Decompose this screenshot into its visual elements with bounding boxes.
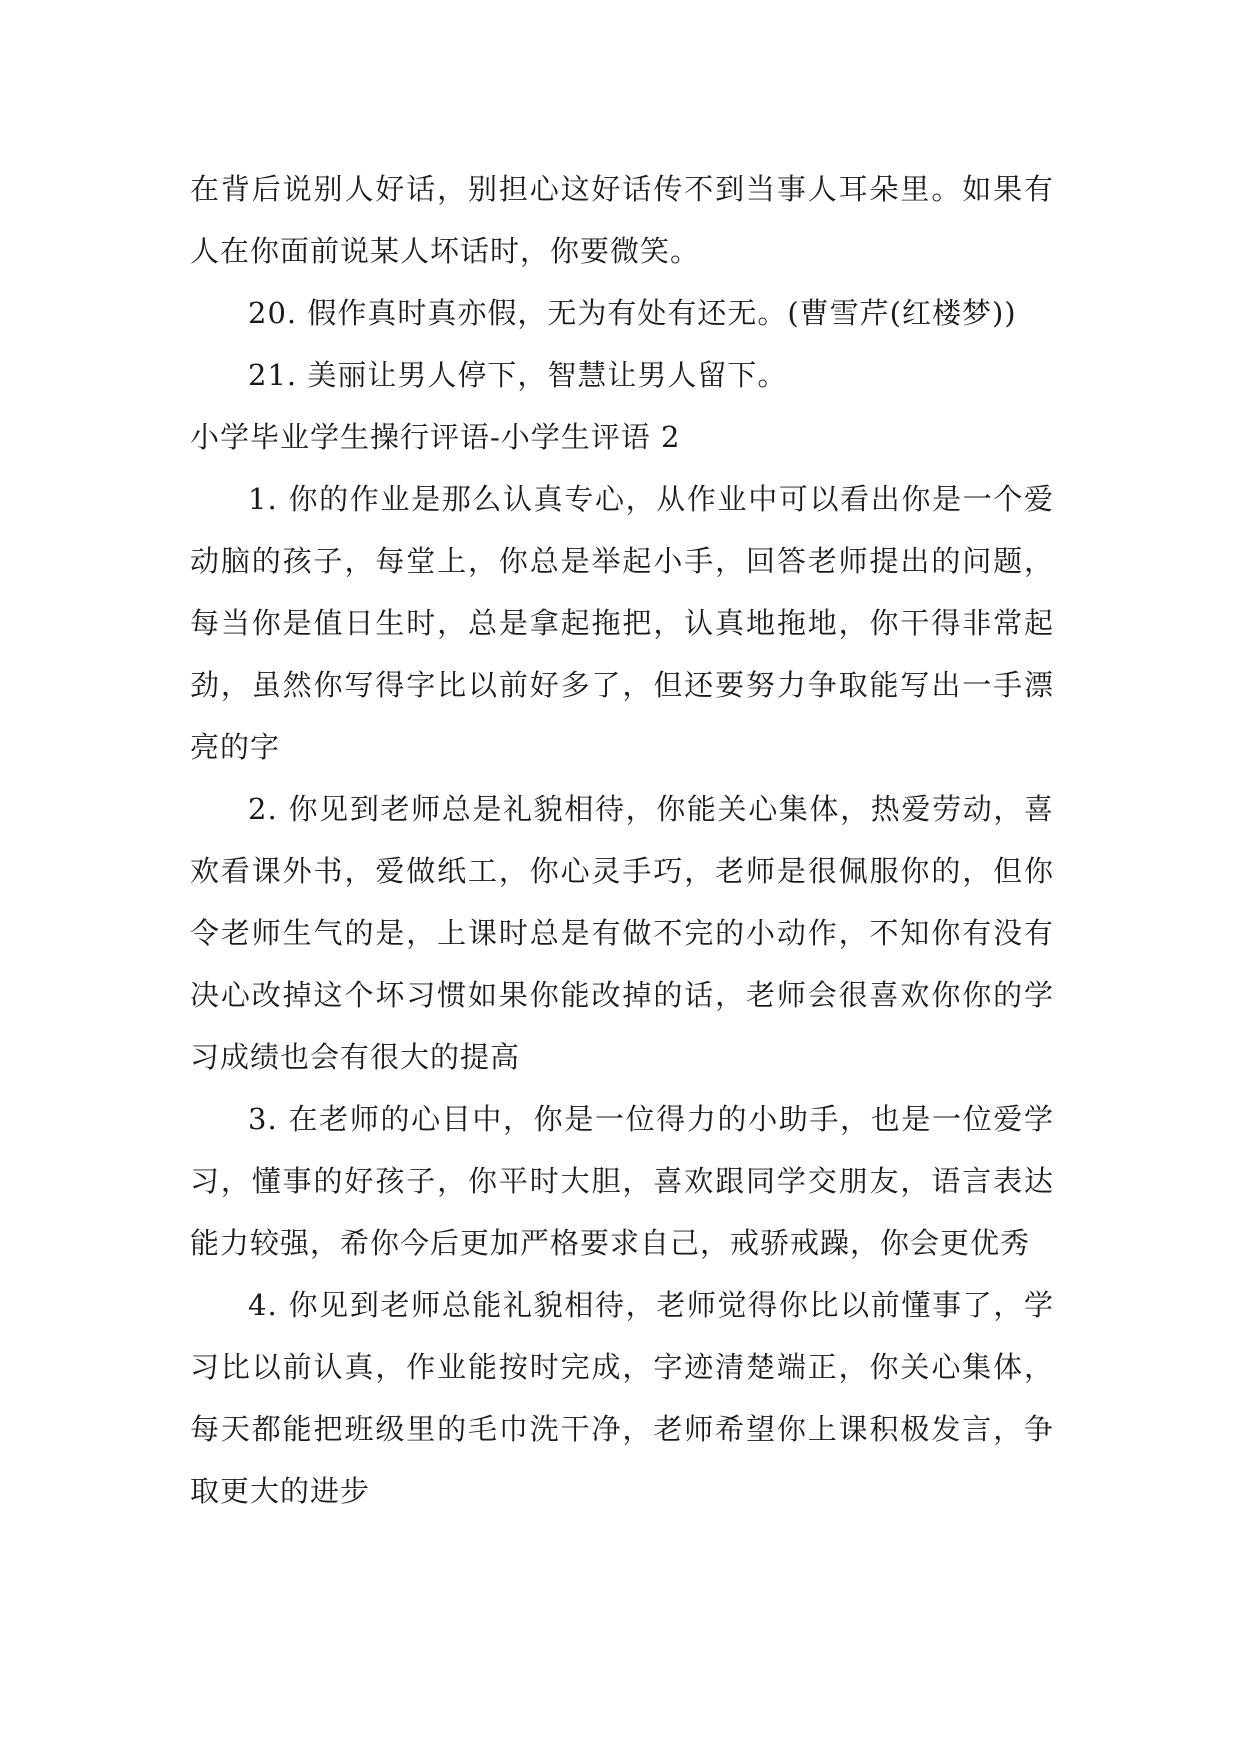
paragraph-comment-1: 1. 你的作业是那么认真专心，从作业中可以看出你是一个爱动脑的孩子，每堂上，你总是举起小手，回答老师提出的问题，每当你是值日生时，总是拿起拖把，认真地拖地，你干得非常起劲，虽然你写得字比以前好多了，但还要努力争取能写出一手漂亮的字 <box>190 482 1054 764</box>
paragraph-comment-4: 4. 你见到老师总能礼貌相待，老师觉得你比以前懂事了，学习比以前认真，作业能按时完成，字迹清楚端正，你关心集体，每天都能把班级里的毛巾洗干净，老师希望你上课积极发言，争取更大的进步 <box>190 1288 1054 1508</box>
paragraph-comment-3: 3. 在老师的心目中，你是一位得力的小助手，也是一位爱学习，懂事的好孩子，你平时大胆，喜欢跟同学交朋友，语言表达能力较强，希你今后更加严格要求自己，戒骄戒躁，你会更优秀 <box>190 1102 1054 1260</box>
paragraph-quote-21: 21. 美丽让男人停下，智慧让男人留下。 <box>248 358 788 392</box>
paragraph-comment-2: 2. 你见到老师总是礼貌相待，你能关心集体，热爱劳动，喜欢看课外书，爱做纸工，你心灵手巧，老师是很佩服你的，但你令老师生气的是，上课时总是有做不完的小动作，不知你有没有决心改掉这个坏习惯如果你能改掉的话，老师会很喜欢你你的学习成绩也会有很大的提高 <box>190 792 1054 1074</box>
section-heading: 小学毕业学生操行评语-小学生评语 2 <box>190 420 681 454</box>
paragraph-continued: 在背后说别人好话，别担心这好话传不到当事人耳朵里。如果有人在你面前说某人坏话时，你要微笑。 <box>190 172 1054 268</box>
paragraph-quote-20: 20. 假作真时真亦假，无为有处有还无。(曹雪芹(红楼梦)) <box>248 296 1017 330</box>
document-body <box>190 158 1054 1522</box>
